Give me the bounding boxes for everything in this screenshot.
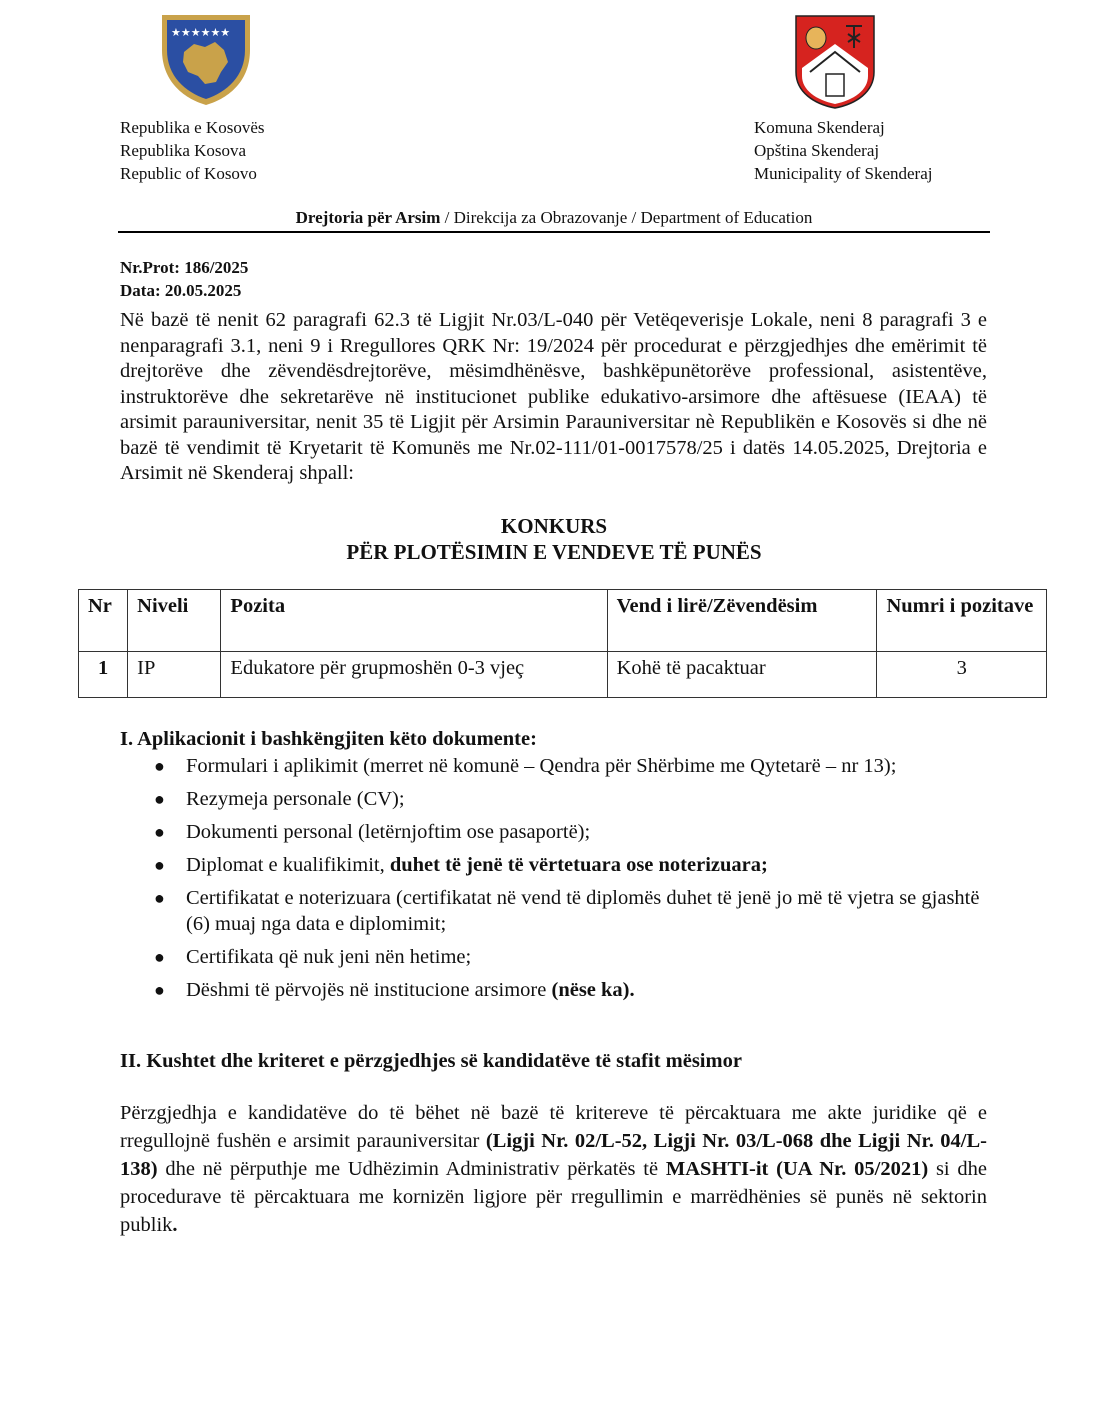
section-2-mashti-bold: MASHTI-it (UA Nr. 05/2021) [665, 1158, 929, 1180]
cell-vend: Kohë të pacaktuar [607, 652, 877, 698]
svg-text:★★★★★★: ★★★★★★ [171, 26, 231, 39]
list-item-text: Dokumenti personal (letërnjoftim ose pasaportë); [186, 821, 591, 843]
municipality-name-english: Municipality of Skenderaj [754, 164, 933, 183]
cell-nr: 1 [79, 652, 128, 698]
list-item [120, 852, 990, 878]
intro-paragraph: Në bazë të nenit 62 paragrafi 62.3 të Ligjit Nr.03/L-040 për Vetëqeverisje Lokale, neni 8 paragrafi 3 e nenparagrafi 3.1, neni 9 i Rregullores QRK Nr: 19/2024 për procedurat e përzgjedhjes dhe emërimit të drejtorëve dhe zëvendësdrejtorëve, mësimdhënësve, bashkëpunëtorëve professional, asistentëve, instruktorëve dhe sekretarëve në institucionet publike edukativo-arsimore dhe aftësuese (IEAA) të arsimit parauniversitar, nenit 35 të Ligjit për Arsimin Parauniversitar nè Republikën e Kosovës si dhe në bazë të vendimit të Kryetarit të Komunës me Nr.02-111/01-0017578/25 i datës 14.05.2025, Drejtoria e Arsimit në Skenderaj shpall: [120, 309, 987, 484]
section-2-laws-bold: (Ligji Nr. 02/L-52, Ligji Nr. 03/L-068 dhe Ligji Nr. 04/L-138) [120, 1130, 987, 1180]
list-item [120, 885, 990, 937]
list-item-text: Formulari i aplikimit (merret në komunë – Qendra për Shërbime me Qytetarë – nr 13); [186, 755, 897, 777]
bullet-icon: ● [154, 756, 165, 776]
section-2-heading: II. Kushtet dhe kriteret e përzgjedhjes së kandidatëve të stafit mësimor [120, 1050, 742, 1072]
country-name-serbian: Republika Kosova [120, 141, 247, 160]
table-header-row [79, 590, 1047, 652]
header-divider [118, 231, 990, 233]
cell-pozita: Edukatore për grupmoshën 0-3 vjeç [221, 652, 607, 698]
required-documents-list [120, 753, 990, 1010]
list-item-text: Diplomat e kualifikimit, [186, 854, 390, 876]
list-item [120, 977, 990, 1003]
protocol-block [120, 256, 248, 302]
municipality-name-serbian: Opština Skenderaj [754, 141, 880, 160]
section-1-heading: I. Aplikacionit i bashkëngjiten këto dokumente: [120, 728, 537, 750]
kosovo-coat-of-arms-logo [158, 12, 254, 108]
municipality-name-albanian: Komuna Skenderaj [754, 118, 885, 137]
bullet-icon: ● [154, 822, 165, 842]
bullet-icon: ● [154, 980, 165, 1000]
section-2-paragraph [120, 1099, 987, 1239]
positions-table [78, 589, 1047, 698]
issuer-address-left [120, 116, 264, 185]
list-item-text: Dëshmi të përvojës në institucione arsimore [186, 979, 552, 1001]
column-header-vend: Vend i lirë/Zëvendësim [607, 590, 877, 652]
column-header-pozita: Pozita [221, 590, 607, 652]
section-2-end-bold: . [172, 1214, 178, 1236]
list-item-bold-text: duhet të jenë të vërtetuara ose noterizuara; [389, 854, 768, 876]
cell-niveli: IP [128, 652, 221, 698]
list-item [120, 944, 990, 970]
section-2-text-1: Përzgjedhja e kandidatëve do të bëhet në bazë të kritereve të përcaktuara me akte juridike që e rregullojnë fushën e arsimit parauniversitar [120, 1102, 987, 1152]
country-name-albanian: Republika e Kosovës [120, 118, 265, 137]
bullet-icon: ● [154, 947, 165, 967]
department-name-bold: Drejtoria për Arsim [295, 208, 441, 227]
list-item [120, 753, 990, 779]
list-item [120, 819, 990, 845]
bullet-icon: ● [154, 888, 165, 908]
section-2-text-3: si dhe procedurave të përcaktuara me kornizën ligjore për rregullimin e marrëdhënies së punës në sektorin publik [120, 1158, 987, 1236]
table-row [79, 652, 1047, 698]
title-line-2: PËR PLOTËSIMIN E VENDEVE TË PUNËS [346, 540, 762, 564]
document-date: Data: 20.05.2025 [120, 281, 242, 300]
list-item-bold-text: (nëse ka). [551, 979, 635, 1001]
country-name-english: Republic of Kosovo [120, 164, 257, 183]
document-title [118, 513, 990, 565]
list-item [120, 786, 990, 812]
bullet-icon: ● [154, 789, 165, 809]
department-line [118, 208, 990, 228]
bullet-icon: ● [154, 855, 165, 875]
issuer-address-right [754, 116, 932, 185]
department-name-rest: / Direkcija za Obrazovanje / Department of Education [440, 208, 813, 227]
column-header-numri: Numri i pozitave [877, 590, 1047, 652]
column-header-nr: Nr [79, 590, 128, 652]
cell-numri: 3 [877, 652, 1047, 698]
skenderaj-municipality-logo [794, 14, 876, 110]
protocol-number: Nr.Prot: 186/2025 [120, 258, 249, 277]
list-item-text: Certifikatat e noterizuara (certifikatat në vend të diplomës duhet të jenë jo më të vjetra se gjashtë (6) muaj nga data e diplomimit; [186, 887, 980, 935]
list-item-text: Rezymeja personale (CV); [186, 788, 405, 810]
section-2-text-2: dhe në përputhje me Udhëzimin Administrativ përkatës të [157, 1158, 666, 1180]
list-item-text: Certifikata që nuk jeni nën hetime; [186, 946, 472, 968]
title-line-1: KONKURS [500, 514, 608, 538]
column-header-niveli: Niveli [128, 590, 221, 652]
